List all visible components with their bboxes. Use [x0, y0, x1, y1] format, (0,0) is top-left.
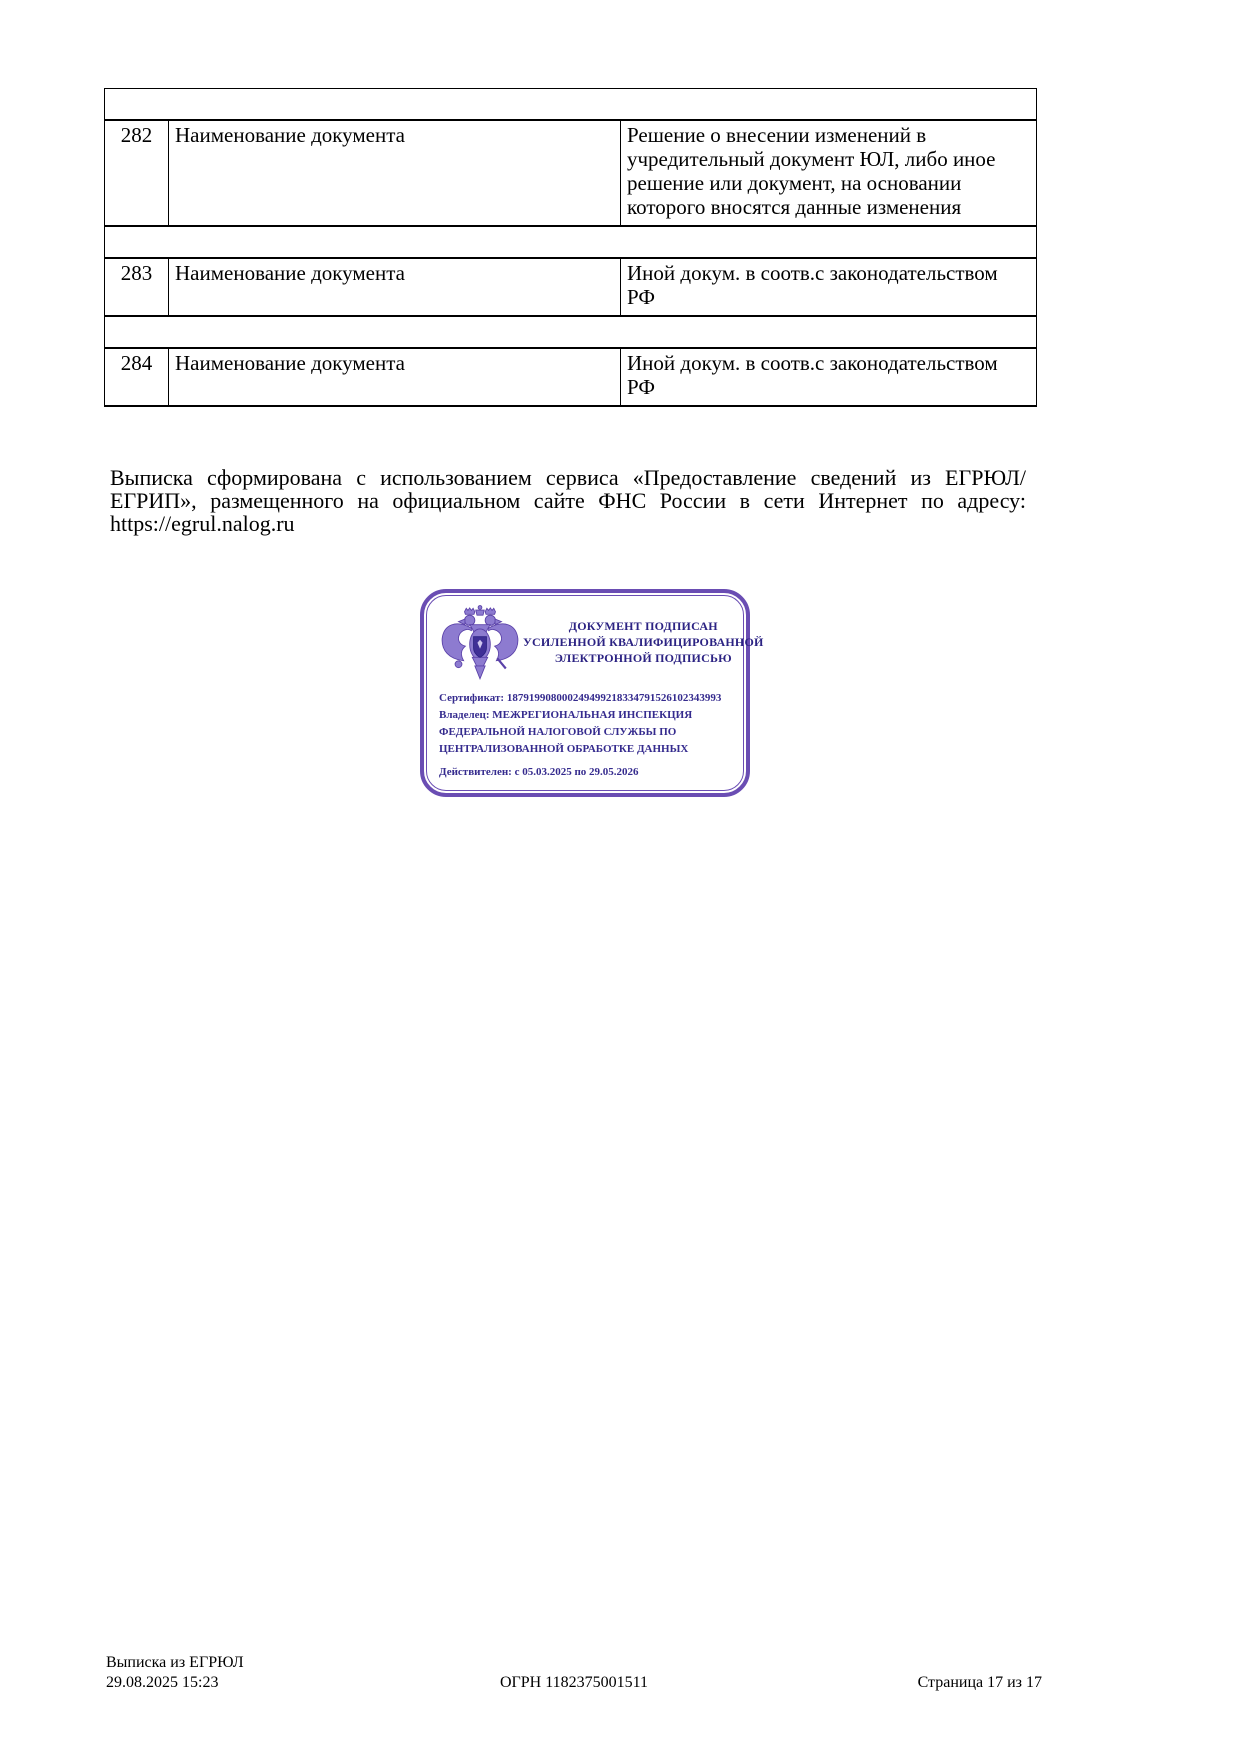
- footer-doc-type: Выписка из ЕГРЮЛ: [106, 1654, 244, 1671]
- table-row: [105, 258, 1037, 316]
- signature-stamp-inner: [426, 595, 764, 791]
- signature-stamp: [420, 589, 764, 797]
- stamp-title-line1: ДОКУМЕНТ ПОДПИСАН: [568, 619, 718, 633]
- table-spacer-cell: [105, 89, 1037, 121]
- table-spacer-row: [105, 89, 1037, 121]
- stamp-title-line3: ЭЛЕКТРОННОЙ ПОДПИСЬЮ: [554, 651, 732, 665]
- table-spacer-cell: [105, 226, 1037, 258]
- row-label: Наименование документа: [169, 348, 621, 406]
- table-spacer-row: [105, 226, 1037, 258]
- coat-of-arms-icon: [437, 604, 523, 690]
- footer-page-number: Страница 17 из 17: [917, 1674, 1042, 1691]
- row-number: 284: [105, 348, 169, 406]
- footer-datetime: 29.08.2025 15:23: [106, 1674, 219, 1691]
- table-row: [105, 348, 1037, 406]
- footer-ogrn: ОГРН 1182375001511: [499, 1674, 649, 1691]
- table-spacer-cell: [105, 316, 1037, 348]
- stamp-validity: [439, 764, 731, 781]
- row-label: Наименование документа: [169, 120, 621, 226]
- row-label: Наименование документа: [169, 258, 621, 316]
- note-paragraph: Выписка сформирована с использованием сервиса «Предоставление сведений из ЕГРЮЛ/ЕГРИП», размещенного на официальном сайте ФНС России в сети Интернет по адресу: https://egrul.nalog.ru: [110, 465, 1026, 536]
- stamp-title: [523, 618, 764, 666]
- stamp-certificate: [439, 690, 731, 707]
- stamp-owner-value: МЕЖРЕГИОНАЛЬНАЯ ИНСПЕКЦИЯ ФЕДЕРАЛЬНОЙ НАЛОГОВОЙ СЛУЖБЫ ПО ЦЕНТРАЛИЗОВАННОЙ ОБРАБОТКЕ ДАННЫХ: [439, 709, 693, 755]
- row-value: Иной докум. в соотв.с законодательством РФ: [621, 258, 1037, 316]
- stamp-validity-label: Действителен:: [439, 766, 512, 778]
- stamp-validity-value: с 05.03.2025 по 29.05.2026: [514, 766, 639, 778]
- document-table: [104, 88, 1037, 407]
- row-number: 283: [105, 258, 169, 316]
- row-value: Решение о внесении изменений в учредительный документ ЮЛ, либо иное решение или документ, на основании которого вносятся данные изменения: [621, 120, 1037, 226]
- table-row: [105, 120, 1037, 226]
- row-value: Иной докум. в соотв.с законодательством РФ: [621, 348, 1037, 406]
- stamp-certificate-value: 187919908000249499218334791526102343993: [506, 692, 722, 704]
- stamp-title-line2: УСИЛЕННОЙ КВАЛИФИЦИРОВАННОЙ: [523, 635, 764, 649]
- row-number: 282: [105, 120, 169, 226]
- stamp-owner-label: Владелец:: [439, 709, 490, 721]
- stamp-certificate-label: Сертификат:: [439, 692, 505, 704]
- page-footer: [106, 1653, 1042, 1693]
- stamp-owner: [439, 707, 731, 758]
- table-spacer-row: [105, 316, 1037, 348]
